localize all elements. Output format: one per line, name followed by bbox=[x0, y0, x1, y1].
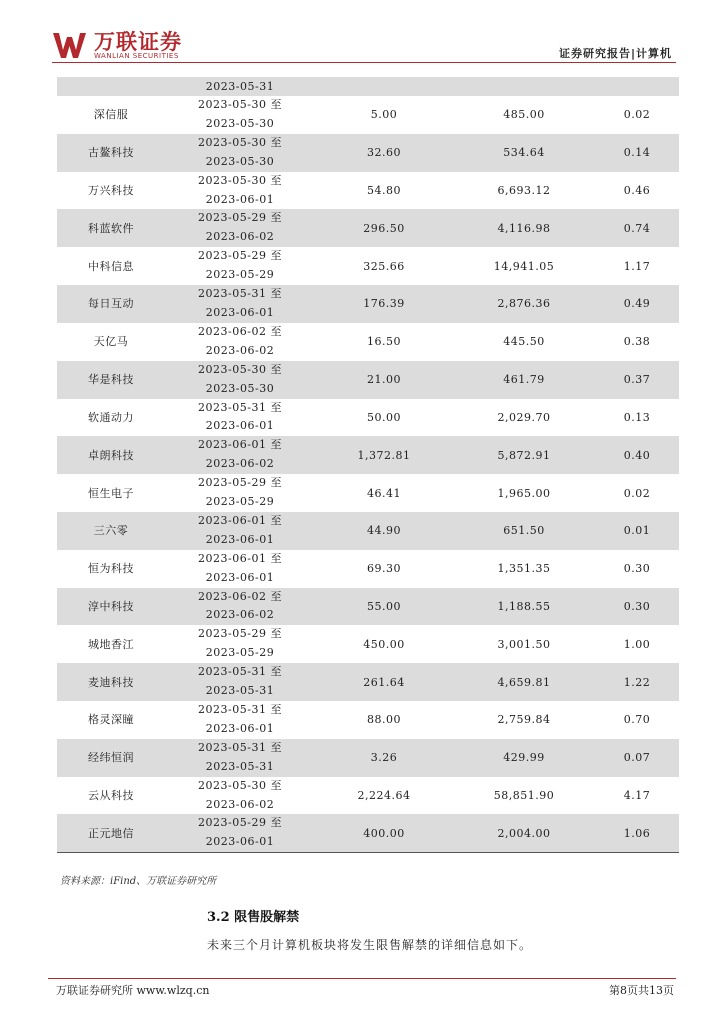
company-name-cell: 城地香江 bbox=[88, 637, 134, 651]
date-start: 2023-05-30 至 bbox=[198, 778, 282, 792]
value-cell-1: 2,224.64 bbox=[357, 789, 411, 803]
value-cell-2: 485.00 bbox=[503, 108, 545, 122]
company-name-cell: 每日互动 bbox=[57, 285, 165, 323]
source-note: 资料来源：iFind、万联证券研究所 bbox=[60, 876, 217, 887]
date-range-cell bbox=[165, 474, 315, 512]
value-cell-3: 0.14 bbox=[595, 134, 679, 172]
table-row bbox=[57, 701, 679, 739]
value-cell-3: 0.40 bbox=[595, 436, 679, 474]
date-start: 2023-05-29 至 bbox=[198, 816, 282, 830]
date-range-cell bbox=[165, 550, 315, 588]
date-range-cell bbox=[165, 512, 315, 550]
date-range-cell bbox=[165, 361, 315, 399]
table-cell bbox=[57, 77, 165, 96]
value-cell-2: 2,759.84 bbox=[497, 713, 551, 727]
date-start: 2023-05-30 至 bbox=[198, 98, 282, 111]
value-cell-3: 1.00 bbox=[623, 637, 651, 651]
table-row bbox=[57, 323, 679, 361]
value-cell-2: 5,872.91 bbox=[453, 436, 595, 474]
date-end: 2023-05-30 bbox=[205, 116, 275, 130]
date-start: 2023-05-31 至 bbox=[198, 287, 282, 301]
date-start: 2023-05-31 至 bbox=[198, 740, 282, 754]
value-cell-3: 0.02 bbox=[623, 108, 651, 122]
date-range-cell bbox=[165, 663, 315, 701]
company-name-cell: 麦迪科技 bbox=[57, 663, 165, 701]
value-cell-3: 1.06 bbox=[595, 814, 679, 852]
date-end: 2023-05-29 bbox=[205, 495, 275, 509]
value-cell-2: 58,851.90 bbox=[493, 789, 555, 803]
date-start: 2023-06-01 至 bbox=[198, 551, 282, 565]
table-row bbox=[57, 663, 679, 701]
table-cell bbox=[453, 77, 595, 96]
date-range-cell bbox=[165, 588, 315, 626]
table-row bbox=[57, 209, 679, 247]
date-start: 2023-05-30 至 bbox=[198, 362, 282, 376]
value-cell-1: 54.80 bbox=[367, 184, 401, 198]
date-start: 2023-05-30 至 bbox=[198, 173, 282, 187]
date-end: 2023-06-01 bbox=[205, 835, 275, 849]
value-cell-2: 6,693.12 bbox=[497, 184, 551, 198]
company-name-cell: 软通动力 bbox=[88, 410, 134, 424]
table-row bbox=[57, 550, 679, 588]
company-name-cell: 古鳌科技 bbox=[57, 134, 165, 172]
value-cell-1: 1,372.81 bbox=[315, 436, 453, 474]
date-start: 2023-06-01 至 bbox=[198, 438, 282, 452]
date-end: 2023-05-31 bbox=[205, 759, 275, 773]
table-row bbox=[57, 777, 679, 815]
table-row bbox=[57, 588, 679, 626]
date-range-cell bbox=[165, 247, 315, 285]
value-cell-3: 0.46 bbox=[623, 184, 651, 198]
value-cell-3: 0.38 bbox=[623, 335, 651, 349]
date-range-cell bbox=[165, 814, 315, 852]
date-end: 2023-06-01 bbox=[205, 721, 275, 735]
company-name-cell: 三六零 bbox=[57, 512, 165, 550]
date-end: 2023-05-30 bbox=[205, 381, 275, 395]
value-cell-3: 0.13 bbox=[623, 410, 651, 424]
company-name-cell: 科蓝软件 bbox=[57, 209, 165, 247]
section-body-text: 未来三个月计算机板块将发生限售解禁的详细信息如下。 bbox=[207, 938, 533, 952]
section-title: 3.2 限售股解禁 bbox=[207, 910, 300, 925]
value-cell-2: 1,351.35 bbox=[497, 562, 551, 576]
table-row bbox=[57, 134, 679, 172]
value-cell-1: 176.39 bbox=[315, 285, 453, 323]
date-start: 2023-05-30 至 bbox=[198, 135, 282, 149]
table-row bbox=[57, 512, 679, 550]
date-start: 2023-06-02 至 bbox=[198, 324, 282, 338]
value-cell-2: 2,029.70 bbox=[497, 410, 551, 424]
table-row bbox=[57, 474, 679, 512]
table-row bbox=[57, 285, 679, 323]
table-row bbox=[57, 739, 679, 777]
date-range-cell bbox=[165, 96, 315, 134]
value-cell-3: 0.01 bbox=[595, 512, 679, 550]
table-row bbox=[57, 96, 679, 134]
date-start: 2023-05-31 至 bbox=[198, 665, 282, 679]
date-range-cell bbox=[165, 172, 315, 210]
footer-divider bbox=[48, 978, 676, 979]
company-name-cell: 恒为科技 bbox=[88, 562, 134, 576]
value-cell-2: 4,116.98 bbox=[453, 209, 595, 247]
table-cell bbox=[315, 77, 453, 96]
value-cell-3: 1.22 bbox=[595, 663, 679, 701]
date-start: 2023-05-29 至 bbox=[198, 476, 282, 490]
value-cell-2: 429.99 bbox=[453, 739, 595, 777]
value-cell-2: 14,941.05 bbox=[493, 259, 555, 273]
table-row bbox=[57, 436, 679, 474]
date-start: 2023-06-01 至 bbox=[198, 513, 282, 527]
date-end: 2023-06-01 bbox=[205, 419, 275, 433]
company-name-cell: 卓朗科技 bbox=[57, 436, 165, 474]
date-end: 2023-06-01 bbox=[205, 305, 275, 319]
date-start: 2023-06-02 至 bbox=[198, 589, 282, 603]
value-cell-2: 2,876.36 bbox=[453, 285, 595, 323]
date-end: 2023-05-29 bbox=[205, 646, 275, 660]
value-cell-3: 0.37 bbox=[595, 361, 679, 399]
table-row bbox=[57, 625, 679, 663]
date-end: 2023-05-29 bbox=[205, 268, 275, 282]
value-cell-2: 4,659.81 bbox=[453, 663, 595, 701]
date-end: 2023-06-02 bbox=[205, 457, 275, 471]
company-name-cell: 万兴科技 bbox=[88, 184, 134, 198]
footer-publisher: 万联证券研究所 www.wlzq.cn bbox=[56, 984, 210, 997]
company-name-cell: 格灵深瞳 bbox=[88, 713, 134, 727]
value-cell-1: 69.30 bbox=[367, 562, 401, 576]
report-type-label: 证券研究报告|计算机 bbox=[558, 47, 672, 60]
value-cell-1: 325.66 bbox=[363, 259, 405, 273]
date-start: 2023-05-31 至 bbox=[198, 400, 282, 414]
date-start: 2023-05-31 至 bbox=[198, 703, 282, 716]
date-end: 2023-06-02 bbox=[205, 343, 275, 357]
company-name-cell: 经纬恒润 bbox=[57, 739, 165, 777]
date-end: 2023-05-30 bbox=[205, 154, 275, 168]
value-cell-1: 261.64 bbox=[315, 663, 453, 701]
value-cell-3: 0.49 bbox=[595, 285, 679, 323]
value-cell-1: 21.00 bbox=[315, 361, 453, 399]
company-name-cell: 天亿马 bbox=[93, 335, 129, 349]
date-end: 2023-06-02 bbox=[205, 230, 275, 244]
date-range-cell bbox=[165, 739, 315, 777]
value-cell-1: 32.60 bbox=[315, 134, 453, 172]
table-row bbox=[57, 814, 679, 852]
table-row bbox=[57, 361, 679, 399]
date-range-cell bbox=[165, 625, 315, 663]
value-cell-1: 5.00 bbox=[370, 108, 398, 122]
date-range-cell bbox=[165, 436, 315, 474]
date-end: 2023-06-01 bbox=[205, 192, 275, 206]
logo-chinese-name: 万联证券 bbox=[94, 30, 182, 54]
table-cell bbox=[595, 77, 679, 96]
value-cell-1: 88.00 bbox=[367, 713, 401, 727]
value-cell-1: 400.00 bbox=[315, 814, 453, 852]
date-start: 2023-05-29 至 bbox=[198, 627, 282, 641]
value-cell-2: 461.79 bbox=[453, 361, 595, 399]
table-row-partial bbox=[57, 77, 679, 96]
table-row bbox=[57, 172, 679, 210]
value-cell-1: 16.50 bbox=[367, 335, 401, 349]
company-name-cell: 云从科技 bbox=[88, 789, 134, 803]
date-end: 2023-06-01 bbox=[205, 570, 275, 584]
value-cell-1: 55.00 bbox=[315, 588, 453, 626]
value-cell-1: 3.26 bbox=[315, 739, 453, 777]
date-end-cell: 2023-05-31 bbox=[165, 77, 315, 96]
value-cell-3: 4.17 bbox=[623, 789, 651, 803]
date-end: 2023-06-02 bbox=[205, 608, 275, 622]
date-start: 2023-05-29 至 bbox=[198, 249, 282, 263]
value-cell-3: 0.02 bbox=[623, 486, 651, 500]
date-range-cell bbox=[165, 134, 315, 172]
value-cell-3: 0.30 bbox=[595, 588, 679, 626]
value-cell-2: 445.50 bbox=[503, 335, 545, 349]
logo-english-name: WANLIAN SECURITIES bbox=[94, 52, 179, 60]
company-name-cell: 恒生电子 bbox=[88, 486, 134, 500]
page-header bbox=[52, 30, 676, 62]
company-name-cell: 中科信息 bbox=[88, 259, 134, 273]
value-cell-2: 1,188.55 bbox=[453, 588, 595, 626]
unlock-detail-table bbox=[57, 77, 679, 853]
company-name-cell: 深信服 bbox=[93, 108, 129, 122]
value-cell-1: 450.00 bbox=[363, 637, 405, 651]
value-cell-2: 651.50 bbox=[453, 512, 595, 550]
value-cell-2: 3,001.50 bbox=[497, 637, 551, 651]
value-cell-1: 296.50 bbox=[315, 209, 453, 247]
value-cell-1: 50.00 bbox=[367, 410, 401, 424]
value-cell-3: 0.70 bbox=[623, 713, 651, 727]
date-range-cell bbox=[165, 399, 315, 437]
date-range-cell bbox=[165, 777, 315, 815]
company-name-cell: 华是科技 bbox=[57, 361, 165, 399]
value-cell-3: 0.30 bbox=[623, 562, 651, 576]
company-name-cell: 淳中科技 bbox=[57, 588, 165, 626]
date-range-cell bbox=[165, 285, 315, 323]
header-divider bbox=[52, 62, 676, 63]
page-number: 第8页共13页 bbox=[609, 984, 674, 997]
date-end: 2023-05-31 bbox=[205, 684, 275, 698]
table-row bbox=[57, 399, 679, 437]
value-cell-3: 1.17 bbox=[623, 259, 651, 273]
date-end: 2023-06-01 bbox=[205, 532, 275, 546]
table-row bbox=[57, 247, 679, 285]
date-start: 2023-05-29 至 bbox=[198, 211, 282, 225]
value-cell-1: 46.41 bbox=[367, 486, 401, 500]
date-end: 2023-06-02 bbox=[205, 797, 275, 811]
value-cell-3: 0.74 bbox=[595, 209, 679, 247]
value-cell-1: 44.90 bbox=[315, 512, 453, 550]
value-cell-3: 0.07 bbox=[595, 739, 679, 777]
value-cell-2: 2,004.00 bbox=[453, 814, 595, 852]
company-name-cell: 正元地信 bbox=[57, 814, 165, 852]
wanlian-logo-icon bbox=[52, 30, 88, 60]
value-cell-2: 1,965.00 bbox=[497, 486, 551, 500]
date-range-cell bbox=[165, 323, 315, 361]
date-range-cell bbox=[165, 209, 315, 247]
date-range-cell bbox=[165, 701, 315, 739]
value-cell-2: 534.64 bbox=[453, 134, 595, 172]
